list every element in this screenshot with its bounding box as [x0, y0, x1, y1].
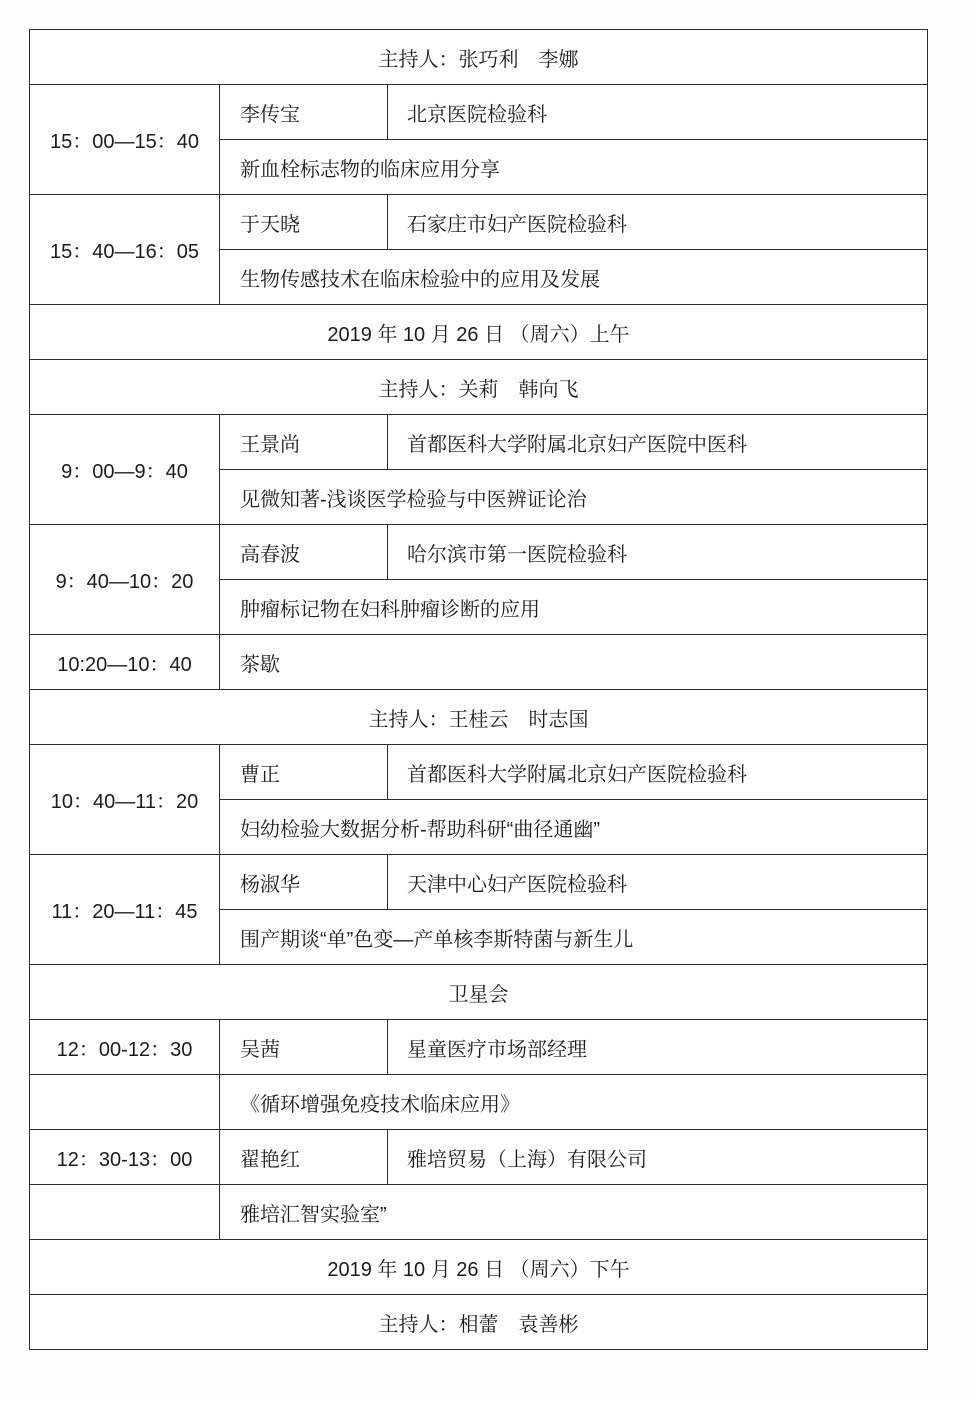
table-row	[30, 635, 928, 690]
speaker-cell: 翟艳红	[220, 1130, 388, 1185]
table-row	[30, 305, 928, 360]
empty-time-cell	[30, 1075, 220, 1130]
table-row	[30, 745, 928, 800]
time-cell: 9：00—9：40	[30, 415, 220, 525]
time-cell: 9：40—10：20	[30, 525, 220, 635]
topic-cell: 雅培汇智实验室”	[220, 1185, 928, 1240]
affiliation-cell: 天津中心妇产医院检验科	[388, 855, 928, 910]
affiliation-cell: 首都医科大学附属北京妇产医院中医科	[388, 415, 928, 470]
topic-cell: 新血栓标志物的临床应用分享	[220, 140, 928, 195]
schedule-table	[29, 29, 928, 1350]
topic-cell: 妇幼检验大数据分析-帮助科研“曲径通幽”	[220, 800, 928, 855]
table-row	[30, 1295, 928, 1350]
conference-schedule	[29, 29, 928, 1350]
affiliation-cell: 北京医院检验科	[388, 85, 928, 140]
time-cell: 10:20—10：40	[30, 635, 220, 690]
affiliation-cell: 首都医科大学附属北京妇产医院检验科	[388, 745, 928, 800]
table-row	[30, 1020, 928, 1075]
section-row-cell: 卫星会	[30, 965, 928, 1020]
topic-cell: 肿瘤标记物在妇科肿瘤诊断的应用	[220, 580, 928, 635]
table-row	[30, 360, 928, 415]
date-row-cell: 2019 年 10 月 26 日 （周六）上午	[30, 305, 928, 360]
speaker-cell: 于天晓	[220, 195, 388, 250]
speaker-cell: 高春波	[220, 525, 388, 580]
table-row	[30, 525, 928, 580]
topic-cell: 见微知著-浅谈医学检验与中医辨证论治	[220, 470, 928, 525]
speaker-cell: 王景尚	[220, 415, 388, 470]
speaker-cell: 曹正	[220, 745, 388, 800]
table-row	[30, 1130, 928, 1185]
affiliation-cell: 哈尔滨市第一医院检验科	[388, 525, 928, 580]
host-row-cell: 主持人：相蕾 袁善彬	[30, 1295, 928, 1350]
table-row	[30, 85, 928, 140]
topic-cell: 生物传感技术在临床检验中的应用及发展	[220, 250, 928, 305]
table-row	[30, 415, 928, 470]
table-row	[30, 30, 928, 85]
table-row	[30, 1240, 928, 1295]
speaker-cell: 李传宝	[220, 85, 388, 140]
time-cell: 10：40—11：20	[30, 745, 220, 855]
time-cell: 12：30-13：00	[30, 1130, 220, 1185]
host-row-cell: 主持人：王桂云 时志国	[30, 690, 928, 745]
table-row	[30, 1075, 928, 1130]
affiliation-cell: 雅培贸易（上海）有限公司	[388, 1130, 928, 1185]
date-row-cell: 2019 年 10 月 26 日 （周六）下午	[30, 1240, 928, 1295]
host-row-cell: 主持人：张巧利 李娜	[30, 30, 928, 85]
time-cell: 12：00-12：30	[30, 1020, 220, 1075]
speaker-cell: 杨淑华	[220, 855, 388, 910]
break-cell: 茶歇	[220, 635, 928, 690]
topic-cell: 围产期谈“单”色变—产单核李斯特菌与新生儿	[220, 910, 928, 965]
speaker-cell: 吴茜	[220, 1020, 388, 1075]
time-cell: 15：00—15：40	[30, 85, 220, 195]
topic-cell: 《循环增强免疫技术临床应用》	[220, 1075, 928, 1130]
table-row	[30, 965, 928, 1020]
time-cell: 15：40—16：05	[30, 195, 220, 305]
table-row	[30, 1185, 928, 1240]
table-row	[30, 195, 928, 250]
table-row	[30, 855, 928, 910]
host-row-cell: 主持人：关莉 韩向飞	[30, 360, 928, 415]
empty-time-cell	[30, 1185, 220, 1240]
affiliation-cell: 星童医疗市场部经理	[388, 1020, 928, 1075]
affiliation-cell: 石家庄市妇产医院检验科	[388, 195, 928, 250]
time-cell: 11：20—11：45	[30, 855, 220, 965]
table-row	[30, 690, 928, 745]
